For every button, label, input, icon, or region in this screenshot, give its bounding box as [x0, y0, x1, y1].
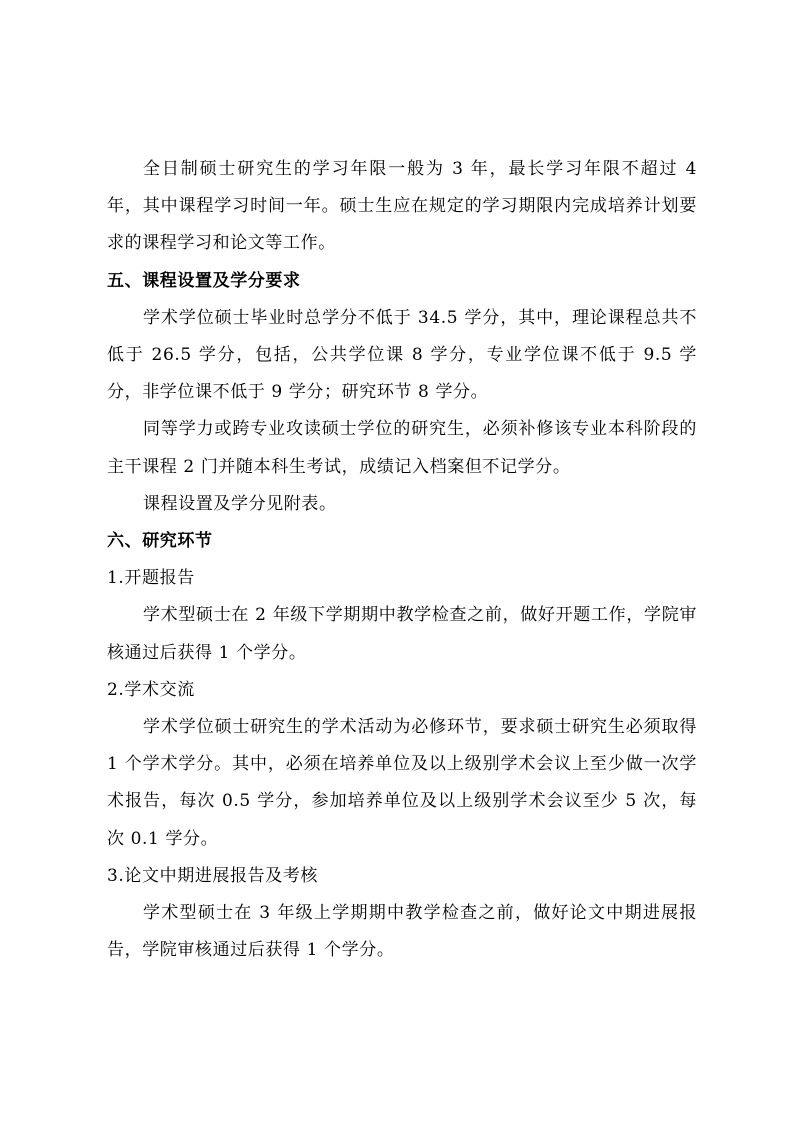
subsection-proposal-text: 学术型硕士在 2 年级下学期期中教学检查之前，做好开题工作，学院审核通过后获得 1 个学分。 [107, 605, 697, 663]
subsection-midterm-title: 3.论文中期进展报告及考核 [107, 865, 319, 886]
subsection-exchange-title: 2.学术交流 [107, 679, 195, 700]
cross-major-paragraph: 同等学力或跨专业攻读硕士学位的研究生，必须补修该专业本科阶段的主干课程 2 门并随本科生考试，成绩记入档案但不记学分。 [107, 419, 697, 477]
section-6-heading: 六、研究环节 [107, 531, 213, 552]
study-period-paragraph: 全日制硕士研究生的学习年限一般为 3 年，最长学习年限不超过 4 年，其中课程学习时间一年。硕士生应在规定的学习期限内完成培养计划要求的课程学习和论文等工作。 [107, 159, 697, 254]
document-page [107, 151, 697, 969]
credit-requirement-paragraph: 学术学位硕士毕业时总学分不低于 34.5 学分，其中，理论课程总共不低于 26.5 学分，包括，公共学位课 8 学分，专业学位课不低于 9.5 学分，非学位课不低于 9 学分；研究环节 8 学分。 [107, 307, 697, 403]
subsection-exchange-text: 学术学位硕士研究生的学术活动为必修环节，要求硕士研究生必须取得 1 个学术学分。其中，必须在培养单位及以上级别学术会议上至少做一次学术报告，每次 0.5 学分，参加培养单位及以上级别学术会议至少 5 次，每次 0.1 学分。 [107, 717, 697, 849]
section-5-heading: 五、课程设置及学分要求 [107, 270, 301, 291]
subsection-proposal-title: 1.开题报告 [107, 568, 195, 589]
course-appendix-paragraph: 课程设置及学分见附表。 [143, 493, 337, 514]
subsection-midterm-text: 学术型硕士在 3 年级上学期期中教学检查之前，做好论文中期进展报告，学院审核通过后获得 1 个学分。 [107, 903, 697, 961]
